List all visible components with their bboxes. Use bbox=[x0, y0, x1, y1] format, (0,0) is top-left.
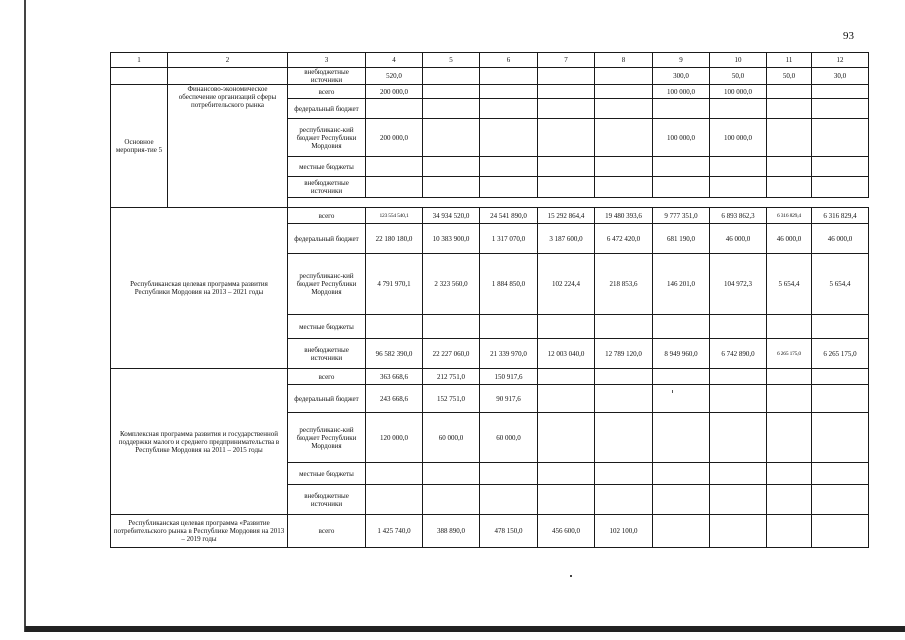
value-cell: 200 000,0 bbox=[366, 85, 423, 99]
value-cell bbox=[538, 463, 595, 485]
value-cell bbox=[538, 177, 595, 198]
value-cell: 50,0 bbox=[767, 68, 812, 85]
value-cell bbox=[812, 157, 869, 177]
value-cell: 120 000,0 bbox=[366, 413, 423, 463]
measure-description: Финансово-экономическое обеспечение организаций сферы потребительского рынка bbox=[168, 85, 288, 208]
value-cell bbox=[595, 385, 653, 413]
value-cell: 100 000,0 bbox=[710, 85, 767, 99]
value-cell bbox=[480, 315, 538, 339]
value-cell bbox=[595, 68, 653, 85]
source-label: республиканс-кий бюджет Республики Мордовия bbox=[288, 119, 366, 157]
value-cell bbox=[480, 68, 538, 85]
value-cell bbox=[653, 315, 710, 339]
value-cell bbox=[710, 369, 767, 385]
value-cell: 6 316 829,4 bbox=[812, 208, 869, 224]
source-label: федеральный бюджет bbox=[288, 99, 366, 119]
value-cell: 1 317 070,0 bbox=[480, 224, 538, 254]
value-cell bbox=[595, 157, 653, 177]
value-cell bbox=[653, 157, 710, 177]
value-cell: 100 000,0 bbox=[710, 119, 767, 157]
source-label: республиканс-кий бюджет Республики Мордовия bbox=[288, 254, 366, 315]
value-cell: 100 000,0 bbox=[653, 119, 710, 157]
column-number: 12 bbox=[812, 53, 869, 68]
value-cell bbox=[423, 119, 480, 157]
value-cell: 46 000,0 bbox=[767, 224, 812, 254]
value-cell bbox=[595, 485, 653, 515]
value-cell bbox=[767, 177, 812, 198]
value-cell bbox=[366, 463, 423, 485]
value-cell bbox=[767, 463, 812, 485]
value-cell bbox=[480, 157, 538, 177]
value-cell: 15 292 864,4 bbox=[538, 208, 595, 224]
value-cell: 1 425 740,0 bbox=[366, 515, 423, 548]
value-cell: 21 339 970,0 bbox=[480, 339, 538, 369]
value-cell bbox=[767, 157, 812, 177]
value-cell bbox=[538, 369, 595, 385]
table-row bbox=[111, 369, 869, 385]
value-cell: 146 201,0 bbox=[653, 254, 710, 315]
value-cell bbox=[423, 68, 480, 85]
table-row bbox=[111, 515, 869, 548]
value-cell bbox=[653, 413, 710, 463]
value-cell: 22 180 180,0 bbox=[366, 224, 423, 254]
value-cell bbox=[710, 515, 767, 548]
source-label: всего bbox=[288, 369, 366, 385]
value-cell bbox=[710, 315, 767, 339]
value-cell bbox=[423, 177, 480, 198]
source-label: местные бюджеты bbox=[288, 463, 366, 485]
value-cell bbox=[595, 369, 653, 385]
source-label: внебюджетные источники bbox=[288, 485, 366, 515]
value-cell bbox=[480, 85, 538, 99]
value-cell: 4 791 970,1 bbox=[366, 254, 423, 315]
value-cell bbox=[595, 177, 653, 198]
value-cell bbox=[710, 99, 767, 119]
value-cell bbox=[423, 463, 480, 485]
value-cell: 5 654,4 bbox=[812, 254, 869, 315]
value-cell bbox=[366, 485, 423, 515]
value-cell bbox=[538, 157, 595, 177]
value-cell bbox=[710, 177, 767, 198]
value-cell bbox=[595, 85, 653, 99]
value-cell: 100 000,0 bbox=[653, 85, 710, 99]
value-cell bbox=[653, 515, 710, 548]
value-cell bbox=[366, 177, 423, 198]
value-cell bbox=[767, 369, 812, 385]
value-cell: 6 316 829,4 bbox=[767, 208, 812, 224]
column-number: 8 bbox=[595, 53, 653, 68]
value-cell bbox=[595, 463, 653, 485]
value-cell bbox=[423, 85, 480, 99]
value-cell: 6 265 175,0 bbox=[767, 339, 812, 369]
value-cell: 478 150,0 bbox=[480, 515, 538, 548]
value-cell bbox=[423, 157, 480, 177]
value-cell bbox=[366, 99, 423, 119]
value-cell: 456 600,0 bbox=[538, 515, 595, 548]
value-cell bbox=[767, 99, 812, 119]
source-label: внебюджетные источники bbox=[288, 339, 366, 369]
value-cell bbox=[480, 485, 538, 515]
value-cell: 60 000,0 bbox=[480, 413, 538, 463]
value-cell: 200 000,0 bbox=[366, 119, 423, 157]
column-number: 6 bbox=[480, 53, 538, 68]
value-cell bbox=[767, 119, 812, 157]
value-cell: 50,0 bbox=[710, 68, 767, 85]
value-cell bbox=[710, 485, 767, 515]
value-cell bbox=[538, 99, 595, 119]
table-row bbox=[111, 208, 869, 224]
value-cell bbox=[653, 385, 710, 413]
column-number: 11 bbox=[767, 53, 812, 68]
value-cell bbox=[812, 85, 869, 99]
value-cell: 10 383 900,0 bbox=[423, 224, 480, 254]
column-number-row bbox=[111, 53, 869, 68]
column-number: 4 bbox=[366, 53, 423, 68]
column-number: 5 bbox=[423, 53, 480, 68]
value-cell: 681 190,0 bbox=[653, 224, 710, 254]
source-label: федеральный бюджет bbox=[288, 224, 366, 254]
value-cell bbox=[480, 463, 538, 485]
value-cell: 102 100,0 bbox=[595, 515, 653, 548]
page-number: 93 bbox=[843, 30, 854, 42]
value-cell: 150 917,6 bbox=[480, 369, 538, 385]
value-cell bbox=[480, 119, 538, 157]
value-cell bbox=[538, 485, 595, 515]
value-cell bbox=[538, 68, 595, 85]
value-cell: 243 668,6 bbox=[366, 385, 423, 413]
value-cell bbox=[653, 463, 710, 485]
value-cell: 6 893 862,3 bbox=[710, 208, 767, 224]
value-cell bbox=[812, 515, 869, 548]
value-cell bbox=[480, 99, 538, 119]
column-number: 2 bbox=[168, 53, 288, 68]
program-title: Комплексная программа развития и государственной поддержки малого и среднего предпринимательства в Республике Мордовия на 2011 – 2015 годы bbox=[111, 369, 288, 515]
source-label: федеральный бюджет bbox=[288, 385, 366, 413]
table-row bbox=[111, 85, 869, 99]
value-cell: 12 789 120,0 bbox=[595, 339, 653, 369]
value-cell bbox=[423, 99, 480, 119]
value-cell bbox=[653, 485, 710, 515]
value-cell bbox=[767, 515, 812, 548]
value-cell: 6 472 420,0 bbox=[595, 224, 653, 254]
value-cell bbox=[595, 119, 653, 157]
value-cell bbox=[366, 315, 423, 339]
value-cell bbox=[767, 485, 812, 515]
value-cell: 300,0 bbox=[653, 68, 710, 85]
scan-bottom-edge bbox=[25, 626, 905, 632]
value-cell: 102 224,4 bbox=[538, 254, 595, 315]
source-label: всего bbox=[288, 85, 366, 99]
value-cell bbox=[710, 385, 767, 413]
value-cell bbox=[767, 385, 812, 413]
value-cell: 104 972,3 bbox=[710, 254, 767, 315]
value-cell bbox=[812, 177, 869, 198]
column-number: 1 bbox=[111, 53, 168, 68]
value-cell: 22 227 060,0 bbox=[423, 339, 480, 369]
value-cell bbox=[710, 413, 767, 463]
value-cell: 12 003 040,0 bbox=[538, 339, 595, 369]
value-cell: 218 853,6 bbox=[595, 254, 653, 315]
value-cell bbox=[538, 413, 595, 463]
value-cell bbox=[538, 385, 595, 413]
value-cell bbox=[595, 315, 653, 339]
scan-speck bbox=[570, 575, 572, 577]
value-cell: 152 751,0 bbox=[423, 385, 480, 413]
value-cell bbox=[538, 119, 595, 157]
source-label: внебюджетные источники bbox=[288, 177, 366, 198]
empty-cell bbox=[111, 68, 168, 85]
value-cell: 6 742 890,0 bbox=[710, 339, 767, 369]
column-number: 7 bbox=[538, 53, 595, 68]
value-cell bbox=[653, 99, 710, 119]
measure-label: Основное мероприя-тие 5 bbox=[111, 85, 168, 208]
source-label: местные бюджеты bbox=[288, 157, 366, 177]
value-cell: 2 323 560,0 bbox=[423, 254, 480, 315]
value-cell: 34 934 520,0 bbox=[423, 208, 480, 224]
value-cell: 6 265 175,0 bbox=[812, 339, 869, 369]
scan-speck bbox=[672, 390, 673, 393]
value-cell bbox=[710, 157, 767, 177]
column-number: 10 bbox=[710, 53, 767, 68]
value-cell bbox=[595, 413, 653, 463]
value-cell bbox=[812, 413, 869, 463]
value-cell: 388 890,0 bbox=[423, 515, 480, 548]
value-cell bbox=[710, 463, 767, 485]
value-cell: 363 668,6 bbox=[366, 369, 423, 385]
column-number: 9 bbox=[653, 53, 710, 68]
program-title: Республиканская целевая программа развития Республики Мордовия на 2013 – 2021 годы bbox=[111, 208, 288, 369]
value-cell bbox=[653, 369, 710, 385]
value-cell bbox=[812, 99, 869, 119]
value-cell: 30,0 bbox=[812, 68, 869, 85]
value-cell: 24 541 890,0 bbox=[480, 208, 538, 224]
value-cell bbox=[480, 177, 538, 198]
table-row bbox=[111, 68, 869, 85]
value-cell bbox=[538, 85, 595, 99]
column-number: 3 bbox=[288, 53, 366, 68]
value-cell bbox=[767, 85, 812, 99]
source-label: республиканс-кий бюджет Республики Мордовия bbox=[288, 413, 366, 463]
value-cell bbox=[423, 485, 480, 515]
value-cell bbox=[538, 315, 595, 339]
program-title: Республиканская целевая программа «Развитие потребительского рынка в Республике Мордовия на 2013 – 2019 годы bbox=[111, 515, 288, 548]
value-cell: 1 884 850,0 bbox=[480, 254, 538, 315]
value-cell: 60 000,0 bbox=[423, 413, 480, 463]
value-cell bbox=[366, 157, 423, 177]
value-cell: 520,0 bbox=[366, 68, 423, 85]
value-cell: 96 582 390,0 bbox=[366, 339, 423, 369]
source-label: всего bbox=[288, 208, 366, 224]
value-cell bbox=[812, 385, 869, 413]
value-cell bbox=[812, 315, 869, 339]
value-cell bbox=[812, 119, 869, 157]
source-label: внебюджетные источники bbox=[288, 68, 366, 85]
value-cell bbox=[767, 413, 812, 463]
value-cell: 46 000,0 bbox=[710, 224, 767, 254]
value-cell bbox=[423, 315, 480, 339]
value-cell bbox=[812, 369, 869, 385]
value-cell: 46 000,0 bbox=[812, 224, 869, 254]
source-label: всего bbox=[288, 515, 366, 548]
value-cell bbox=[767, 315, 812, 339]
value-cell: 212 751,0 bbox=[423, 369, 480, 385]
value-cell: 3 187 600,0 bbox=[538, 224, 595, 254]
value-cell: 19 480 393,6 bbox=[595, 208, 653, 224]
empty-cell bbox=[168, 68, 288, 85]
value-cell: 123 554 540,1 bbox=[366, 208, 423, 224]
value-cell: 8 949 960,0 bbox=[653, 339, 710, 369]
value-cell bbox=[595, 99, 653, 119]
value-cell: 5 654,4 bbox=[767, 254, 812, 315]
value-cell: 90 917,6 bbox=[480, 385, 538, 413]
value-cell bbox=[653, 177, 710, 198]
value-cell: 9 777 351,0 bbox=[653, 208, 710, 224]
value-cell bbox=[812, 485, 869, 515]
scan-left-edge bbox=[24, 0, 26, 632]
value-cell bbox=[812, 463, 869, 485]
budget-table bbox=[110, 52, 869, 548]
source-label: местные бюджеты bbox=[288, 315, 366, 339]
